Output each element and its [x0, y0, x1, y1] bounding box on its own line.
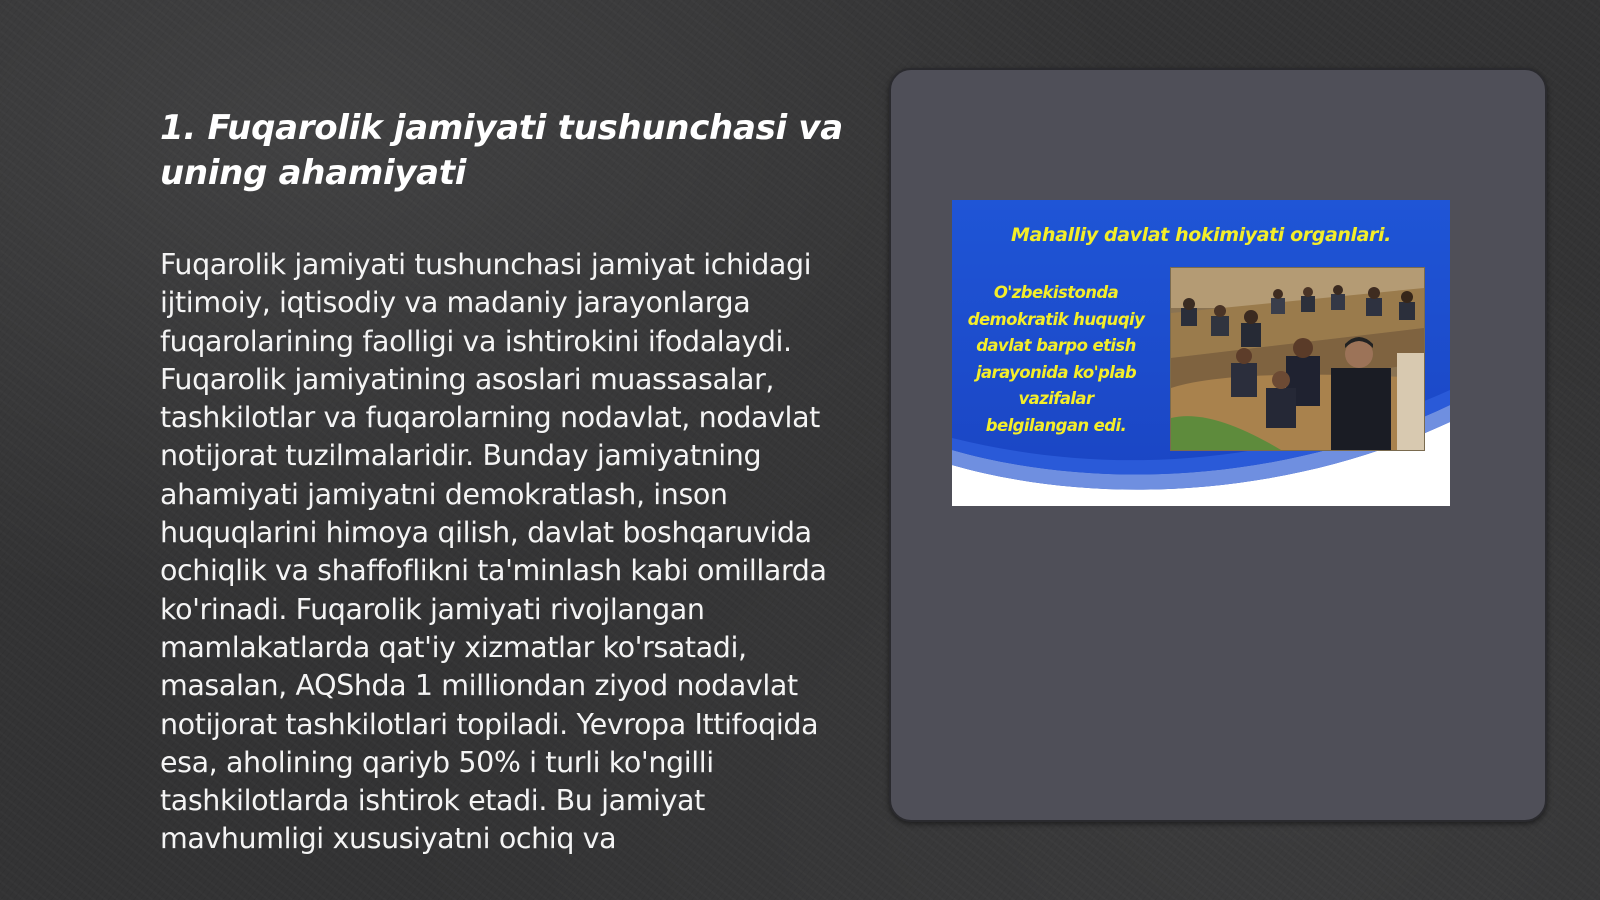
- slide-body-text: Fuqarolik jamiyati tushunchasi jamiyat ichidagi ijtimoiy, iqtisodiy va madaniy jarayonlarga fuqarolarining faolligi va ishtirokini ifodalaydi. Fuqarolik jamiyatining asoslari muassasalar, tashkilotlar va fuqarolarning nodavlat, nodavlat notijorat tuzilmalaridir. Bunday jamiyatning ahamiyati jamiyatni demokratlash, inson huquqlarini himoya qilish, davlat boshqaruvida ochiqlik va shaffoflikni ta'minlash kabi omillarda ko'rinadi. Fuqarolik jamiyati rivojlangan mamlakatlarda qat'iy xizmatlar ko'rsatadi, masalan, AQShda 1 milliondan ziyod nodavlat notijorat tashkilotlari topiladi. Yevropa Ittifoqida esa, aholining qariyb 50% i turli ko'ngilli tashkilotlarda ishtirok etadi. Bu jamiyat mavhumligi xususiyatni ochiq va: [160, 248, 827, 856]
- council-session-photo: [1170, 267, 1425, 451]
- embedded-slide-image: [952, 200, 1450, 506]
- slide-title: 1. Fuqarolik jamiyati tushunchasi va uning ahamiyati: [160, 108, 843, 193]
- image-panel: [889, 68, 1547, 822]
- embedded-caption: O'zbekistonda demokratik huquqiy davlat barpo etish jarayonida ko'plab vazifalar belgilangan edi.: [967, 283, 1145, 435]
- embedded-heading: Mahalliy davlat hokimiyati organlari.: [1011, 224, 1391, 246]
